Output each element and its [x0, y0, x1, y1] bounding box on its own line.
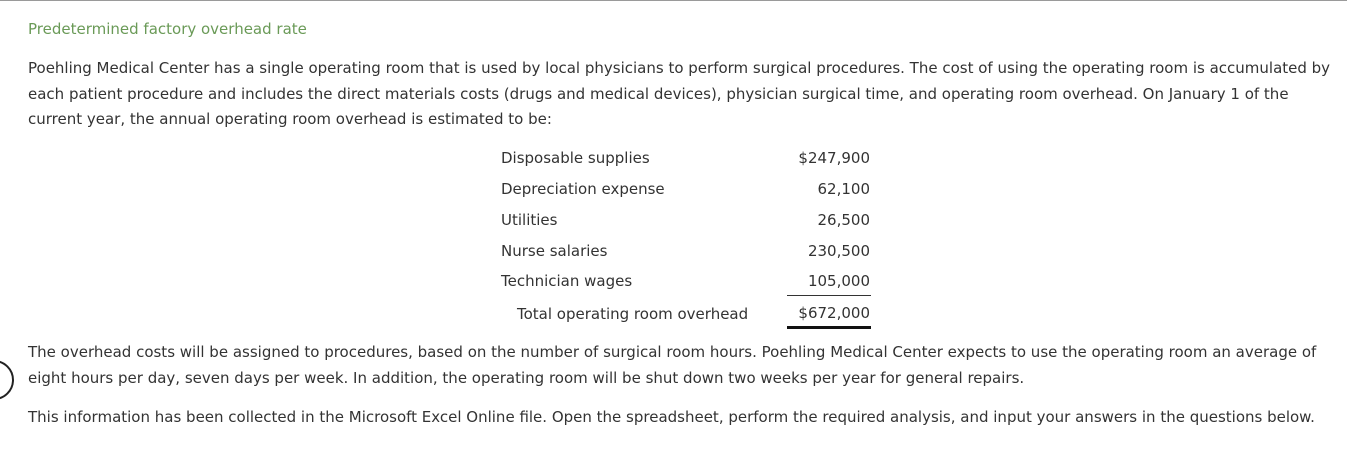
- total-label: Total operating room overhead: [517, 305, 749, 323]
- overhead-item-amount: 105,000: [807, 272, 870, 290]
- total-amount: $672,000: [798, 304, 870, 322]
- overhead-item-amount: $247,900: [798, 149, 870, 167]
- overhead-item-amount: 62,100: [817, 180, 870, 198]
- top-divider: [0, 0, 1347, 1]
- overhead-item-label: Utilities: [501, 211, 558, 229]
- intro-paragraph: Poehling Medical Center has a single operating room that is used by local physicians to perform surgical procedures. The cost of using the operating room is accumulated by each patient procedure and includes the direct materials costs (drugs and medical devices), physician surgical time, and operating room overhead. On January 1 of the current year, the annual operating room overhead is estimated to be:: [28, 59, 1331, 128]
- side-circle-icon[interactable]: [0, 360, 14, 400]
- overhead-item-label: Depreciation expense: [501, 180, 665, 198]
- overhead-item-label: Technician wages: [501, 272, 633, 290]
- instructions-paragraph: This information has been collected in the Microsoft Excel Online file. Open the spreadsheet, perform the required analysis, and input your answers in the questions below.: [28, 408, 1315, 426]
- assignment-paragraph: The overhead costs will be assigned to procedures, based on the number of surgical room hours. Poehling Medical Center expects to use the operating room an average of eight hours per day, seven days per week. In addition, the operating room will be shut down two weeks per year for general repairs.: [28, 343, 1317, 387]
- overhead-item-amount: 26,500: [817, 211, 870, 229]
- overhead-item-label: Nurse salaries: [501, 242, 608, 260]
- overhead-item-amount: 230,500: [807, 242, 870, 260]
- section-title: Predetermined factory overhead rate: [28, 20, 307, 38]
- total-double-rule: [787, 326, 871, 329]
- overhead-item-label: Disposable supplies: [501, 149, 650, 167]
- subtotal-rule: [787, 295, 871, 296]
